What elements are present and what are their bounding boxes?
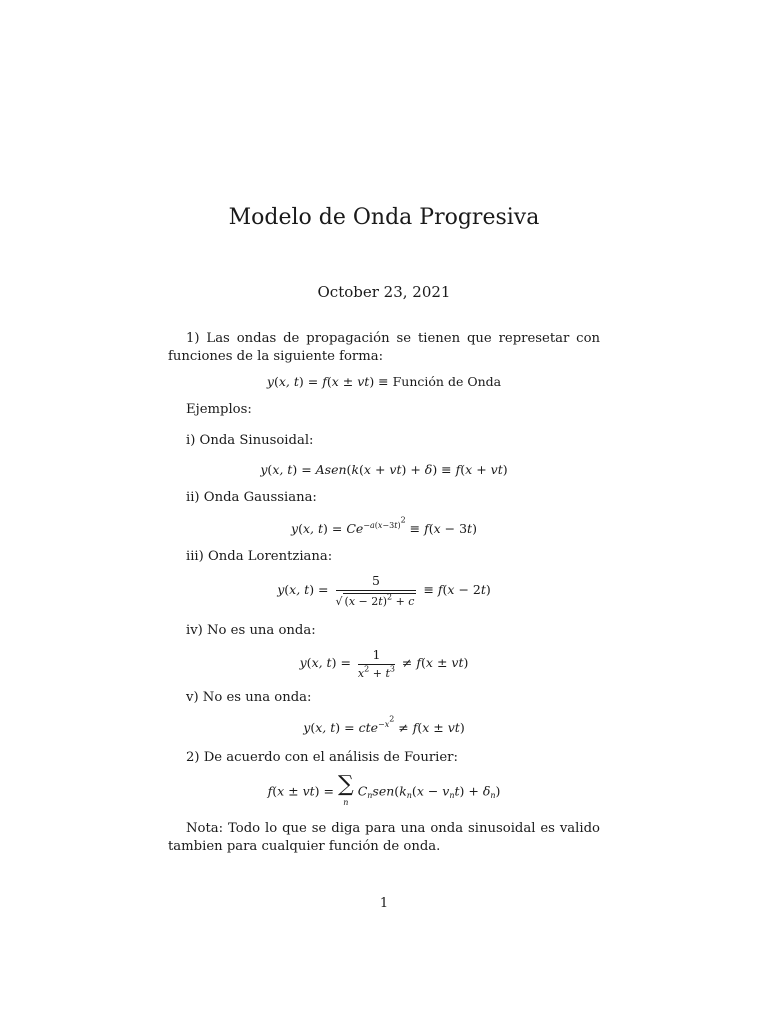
equation-label: Función de Onda <box>392 374 502 389</box>
example-2-label: ii) Onda Gaussiana: <box>186 490 317 505</box>
equation-gaussian: y(x, $t) = Ce^{-a(x-3t)^2} \equiv f(x - 3t)$ <box>291 515 477 537</box>
page-number: 1 <box>379 896 389 911</box>
example-4-label: iv) No es una onda: <box>186 623 316 638</box>
example-5-label: v) No es una onda: <box>186 690 312 705</box>
equation-lorentzian: y(x, t) = $\frac{5}{√ (x - 2t)^2 + c}$ ≡ f(x − 2t) <box>277 573 491 608</box>
example-1-label: i) Onda Sinusoidal: <box>186 433 314 448</box>
example-3-label: iii) Onda Lorentziana: <box>186 549 333 564</box>
examples-heading: Ejemplos: <box>186 402 252 417</box>
intro-paragraph: 1) Las ondas de propagación se tienen que represetar con funciones de la siguiente forma: <box>168 331 600 364</box>
equation-not-wave-1: y(x, t) = $\frac{1}{x^2 + t^3}$ ≠ f(x ± vt) <box>299 647 469 680</box>
paper-title: Modelo de Onda Progresiva <box>228 205 540 230</box>
equation-not-wave-2: y(x, t) = cte$^{-x^2}$ ≠ f(x ± vt) <box>303 714 465 736</box>
equation-wave-function: y(x, t) = f(x ± vt) ≡ Función de Onda <box>266 374 502 389</box>
equation-fourier: f(x ± vt) = ∑ n $C_nsen(k_n(x - v_nt) + \delta_n)$ <box>0 774 768 810</box>
sum-symbol: ∑ n <box>337 772 354 807</box>
equation-sinusoidal: y(x, t) = Asen(k(x + vt) + δ) ≡ f(x + vt) <box>260 462 508 477</box>
note-paragraph: Nota: Todo lo que se diga para una onda sinusoidal es valido tambien para cualquier función de onda. <box>168 821 600 854</box>
section-2-label: 2) De acuerdo con el análisis de Fourier: <box>186 750 458 765</box>
paper-date: October 23, 2021 <box>317 283 451 301</box>
